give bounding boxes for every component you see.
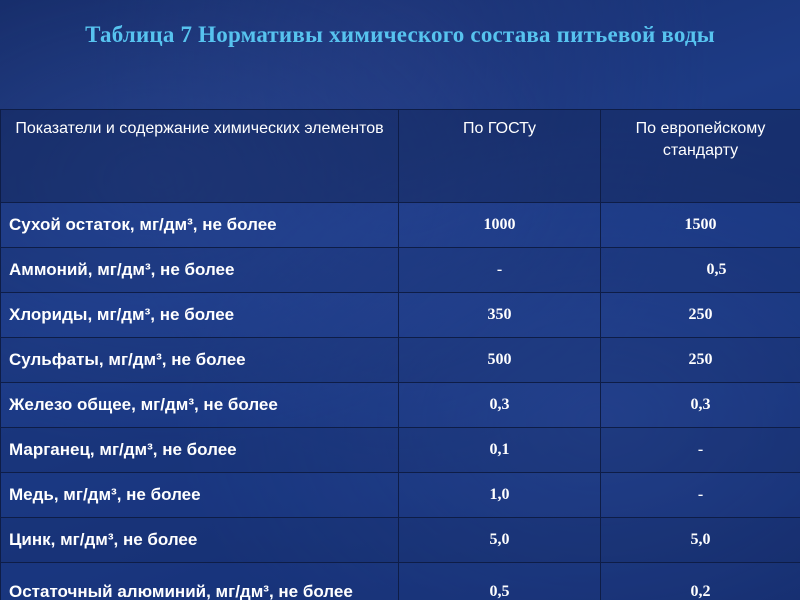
indicator-name: Аммоний, мг/дм³, не более — [1, 248, 399, 293]
indicator-name: Сульфаты, мг/дм³, не более — [1, 338, 399, 383]
page-title: Таблица 7 Нормативы химического состава питьевой воды — [85, 22, 715, 47]
table-row — [1, 248, 800, 293]
eu-value: - — [601, 428, 800, 473]
eu-value: - — [601, 473, 800, 518]
indicator-name: Сухой остаток, мг/дм³, не более — [1, 203, 399, 248]
table-row — [1, 428, 800, 473]
table-row — [1, 293, 800, 338]
table-row — [1, 203, 800, 248]
eu-value: 1500 — [601, 203, 800, 248]
gost-value: 0,5 — [399, 563, 601, 600]
water-norms-table — [0, 109, 800, 600]
table-row — [1, 473, 800, 518]
indicator-name: Железо общее, мг/дм³, не более — [1, 383, 399, 428]
gost-value: 500 — [399, 338, 601, 383]
column-header-indicator: Показатели и содержание химических элементов — [1, 110, 399, 203]
eu-value: 0,2 — [601, 563, 800, 600]
gost-value: 1000 — [399, 203, 601, 248]
gost-value: 5,0 — [399, 518, 601, 563]
column-header-gost: По ГОСТу — [399, 110, 601, 203]
table-row — [1, 518, 800, 563]
gost-value: 1,0 — [399, 473, 601, 518]
table-row — [1, 563, 800, 600]
indicator-name: Медь, мг/дм³, не более — [1, 473, 399, 518]
table-row — [1, 338, 800, 383]
indicator-name: Остаточный алюминий, мг/дм³, не более — [1, 563, 399, 600]
column-header-european: По европейскому стандарту — [601, 110, 800, 203]
gost-value: - — [399, 248, 601, 293]
indicator-name: Марганец, мг/дм³, не более — [1, 428, 399, 473]
indicator-name: Цинк, мг/дм³, не более — [1, 518, 399, 563]
indicator-name: Хлориды, мг/дм³, не более — [1, 293, 399, 338]
table-header-row — [1, 110, 800, 203]
gost-value: 0,3 — [399, 383, 601, 428]
eu-value: 0,5 — [601, 248, 800, 293]
table-row — [1, 383, 800, 428]
gost-value: 350 — [399, 293, 601, 338]
eu-value: 0,3 — [601, 383, 800, 428]
eu-value: 250 — [601, 293, 800, 338]
gost-value: 0,1 — [399, 428, 601, 473]
eu-value: 5,0 — [601, 518, 800, 563]
eu-value: 250 — [601, 338, 800, 383]
